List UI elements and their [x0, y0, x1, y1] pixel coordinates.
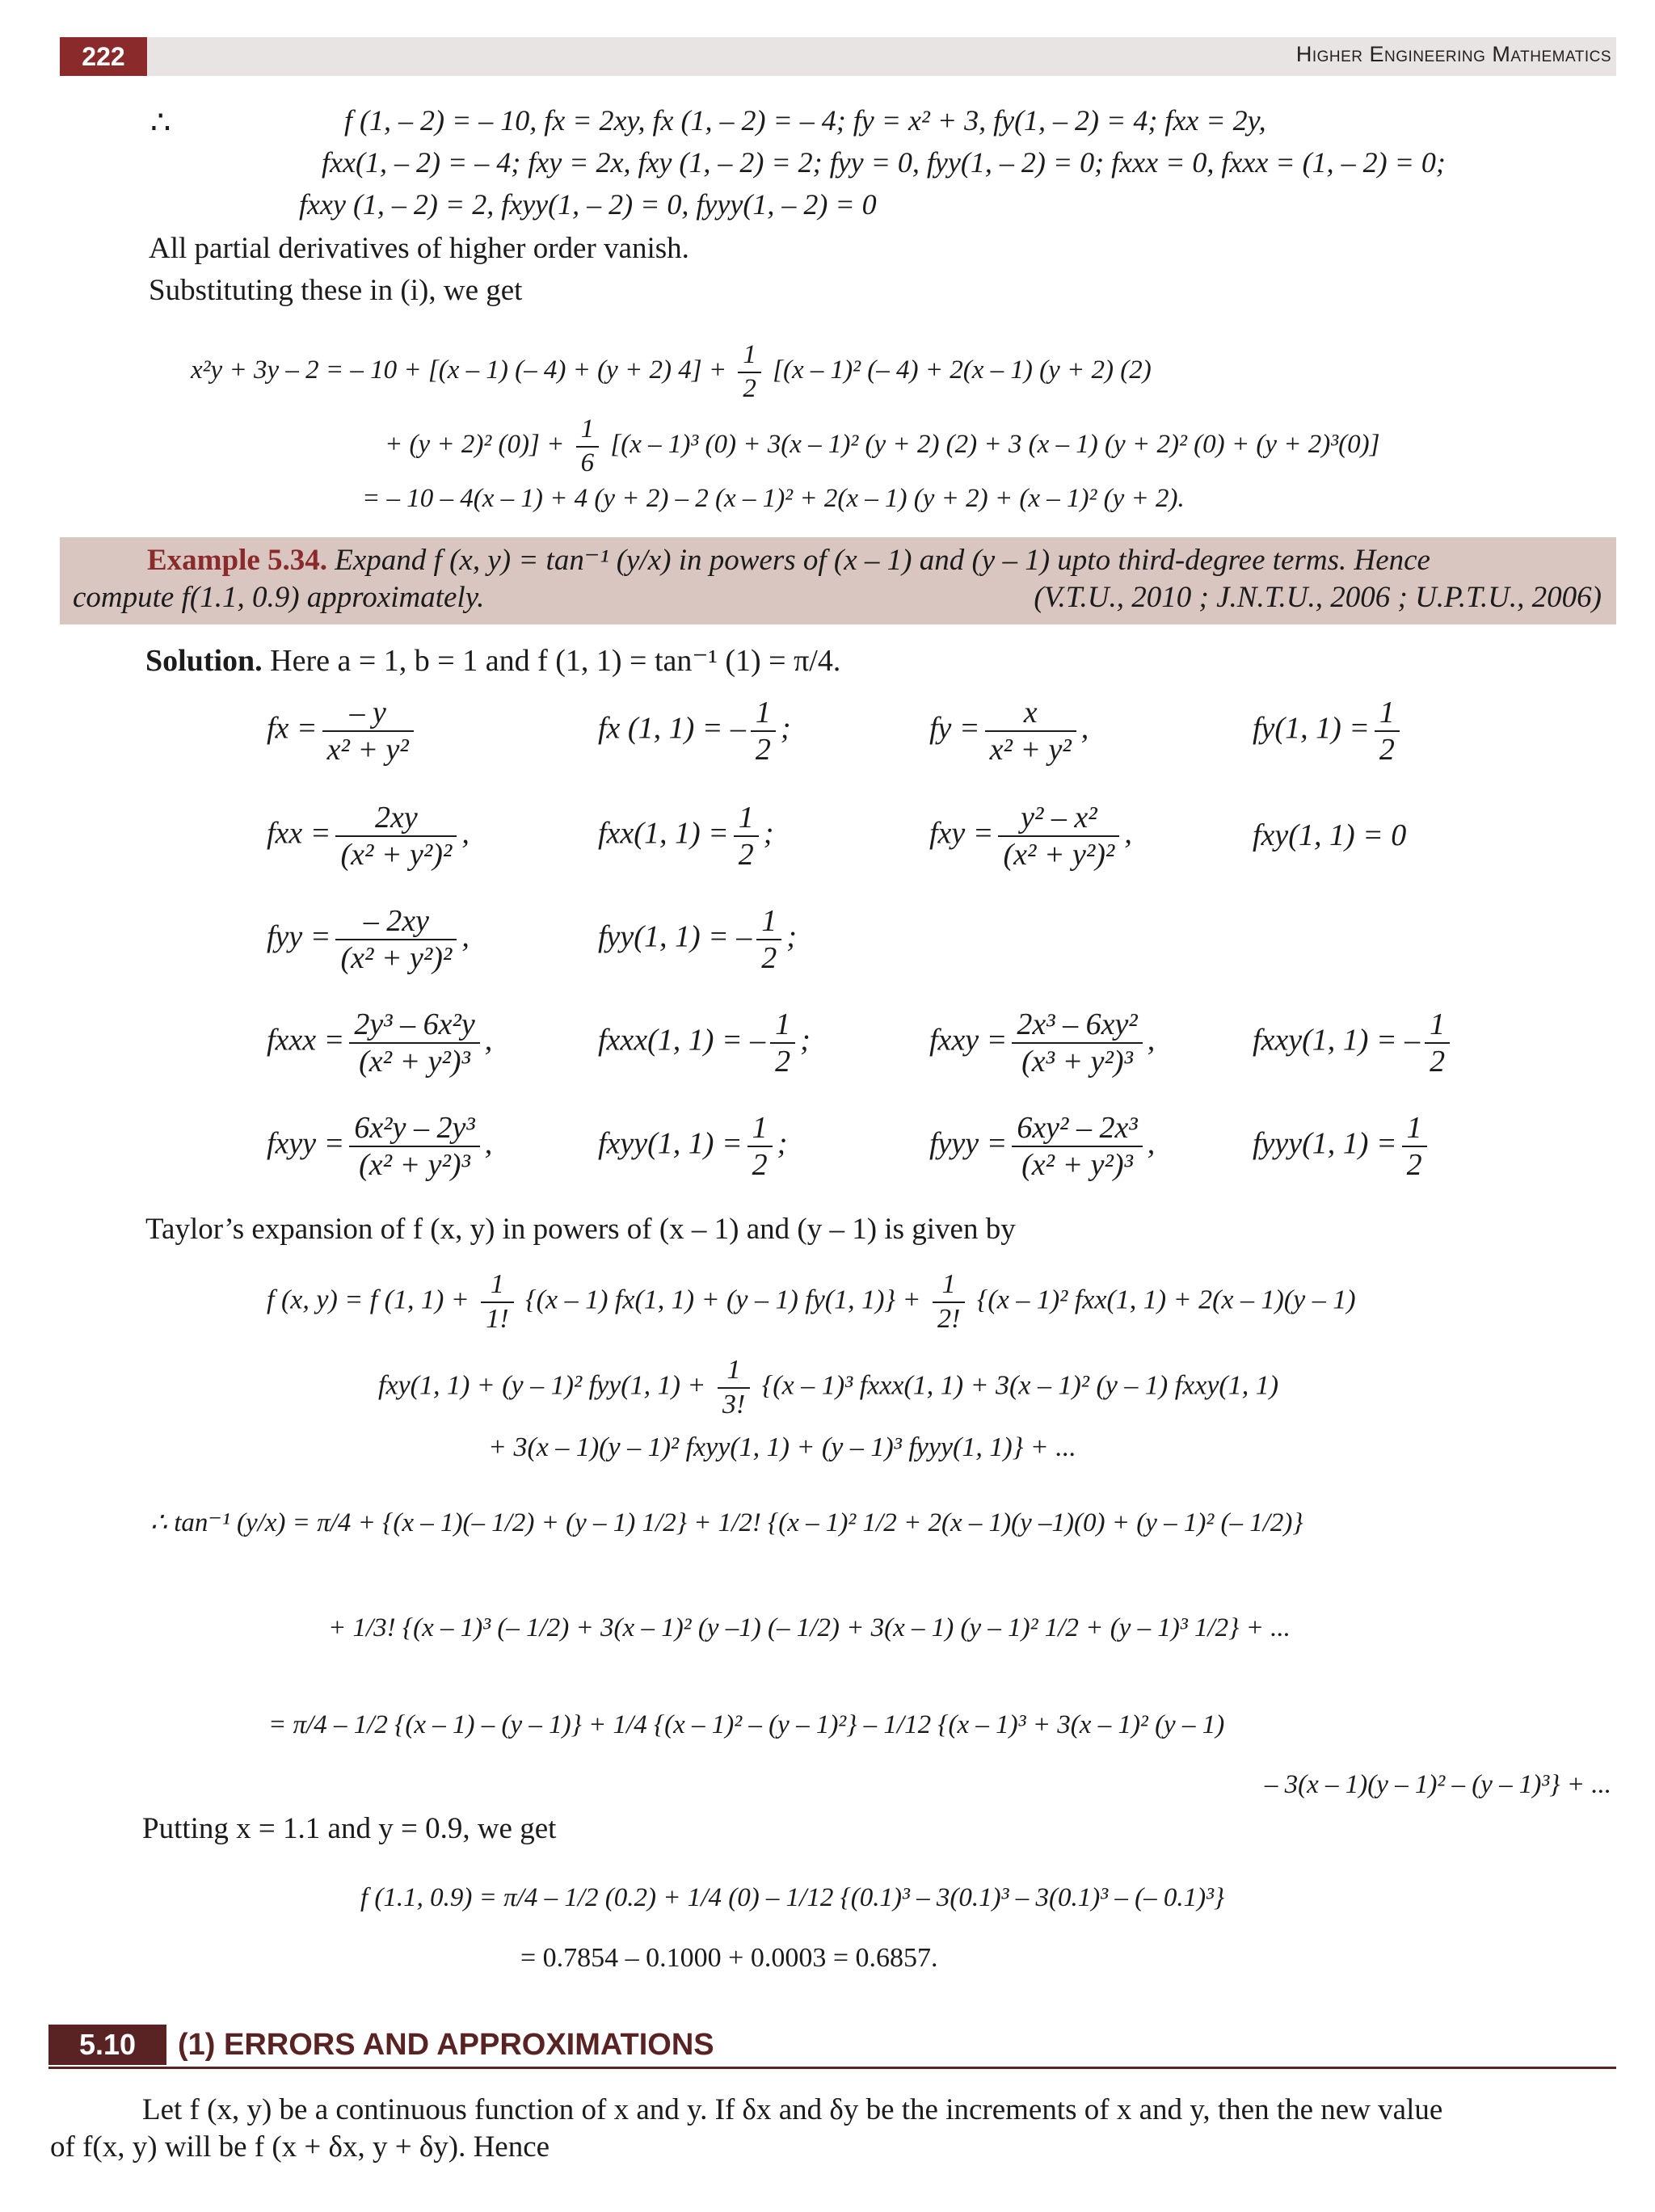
putting-intro: Putting x = 1.1 and y = 0.9, we get [142, 1812, 557, 1845]
derivative-value: fxxy(1, 1) = – $\frac{1}{2}$ [1253, 1007, 1455, 1079]
text-substituting: Substituting these in (i), we get [149, 274, 523, 307]
page-number: 222 [60, 37, 147, 76]
derivative-value: fxxx(1, 1) = – $\frac{1}{2}$ ; [598, 1007, 811, 1079]
taylor-line-3: + 3(x – 1)(y – 1)² fxyy(1, 1) + (y – 1)³ fyyy(1, 1)} + ... [488, 1432, 1076, 1462]
taylor-line-1: f (x, y) = f (1, 1) + $\frac{1}{1!}$ {(x – 1) fx(1, 1) + (y – 1) fy(1, 1)} + $\frac{1}{2!}$ {(x – 1)² fxx(1, 1) + 2(x – 1)(y – 1) [267, 1268, 1356, 1336]
sub-eq-line-3: = – 10 – 4(x – 1) + 4 (y + 2) – 2 (x – 1)² + 2(x – 1) (y + 2) + (x – 1)² (y + 2). [362, 484, 1185, 513]
fraction: $\frac{1}{6}$ [576, 414, 600, 479]
example-label: Example 5.34. [147, 544, 328, 577]
derivative-value: fx (1, 1) = – $\frac{1}{2}$ ; [598, 696, 791, 767]
sub-eq-line-1: x²y + 3y – 2 = – 10 + [(x – 1) (– 4) + (y + 2) 4] + $\frac{1}{2}$ [(x – 1)² (– 4) + 2(x – 1) (y + 2) (2) [191, 339, 1152, 405]
derivative-value: fy(1, 1) = $\frac{1}{2}$ [1253, 695, 1404, 767]
derivative-value: fyyy(1, 1) = $\frac{1}{2}$ [1253, 1110, 1432, 1183]
putting-eq-2: = 0.7854 – 0.1000 + 0.0003 = 0.6857. [520, 1943, 938, 1973]
derivative-definition: fxyy = $\frac{\text{6x²y – 2y³}}{\text{(x² + y²)³}}$ , [267, 1111, 493, 1182]
deriv-line-3: fxxy (1, – 2) = 2, fxyy(1, – 2) = 0, fyyy(1, – 2) = 0 [299, 188, 877, 221]
fraction: $\frac{1}{1!}$ [481, 1268, 513, 1336]
fraction: $\frac{1}{2}$ [738, 339, 761, 405]
solution-label: Solution. [145, 644, 263, 678]
fraction: $\frac{1}{2!}$ [933, 1268, 965, 1336]
book-title: Higher Engineering Mathematics [1295, 42, 1611, 66]
derivative-value: fyy(1, 1) = – $\frac{1}{2}$ ; [598, 904, 797, 975]
deriv-line-2: fxx(1, – 2) = – 4; fxy = 2x, fxy (1, – 2) = 2; fyy = 0, fyy(1, – 2) = 0; fxxx = 0, fxxx = (1, – 2) = 0; [322, 146, 1446, 179]
taylor-intro: Taylor’s expansion of f (x, y) in powers of (x – 1) and (y – 1) is given by [145, 1213, 1016, 1246]
derivative-definition: fx = $\frac{- y}{\text{x² + y²}}$ [267, 695, 419, 767]
derivative-value: fxyy(1, 1) = $\frac{1}{2}$ ; [598, 1111, 788, 1182]
tan-line-3: = π/4 – 1/2 {(x – 1) – (y – 1)} + 1/4 {(x – 1)² – (y – 1)²} – 1/12 {(x – 1)³ + 3(x – 1)² (y – 1) [268, 1710, 1225, 1739]
derivative-value: fxy(1, 1) = 0 [1253, 818, 1407, 852]
derivative-definition: fxy = $\frac{\text{y² – x²}}{\text{(x² + y²)²}}$ , [929, 801, 1132, 872]
text-higher-order: All partial derivatives of higher order vanish. [149, 232, 689, 265]
derivative-definition: fxx = $\frac{2xy}{\text{(x² + y²)²}}$ , [267, 801, 470, 872]
section-paragraph-line-1: Let f (x, y) be a continuous function of x and y. If δx and δy be the increments of x and y, then the new value [142, 2093, 1443, 2126]
example-line-2: compute f(1.1, 0.9) approximately. [73, 581, 485, 614]
derivative-definition: fxxx = $\frac{\text{2y³ – 6x²y}}{\text{(x² + y²)³}}$ , [267, 1007, 493, 1079]
putting-eq-1: f (1.1, 0.9) = π/4 – 1/2 (0.2) + 1/4 (0) – 1/12 {(0.1)³ – 3(0.1)³ – 3(0.1)³ – (– 0.1)³} [360, 1883, 1225, 1912]
section-title: (1) ERRORS AND APPROXIMATIONS [178, 2028, 714, 2062]
section-number: 5.10 [48, 2025, 166, 2065]
sub-eq-line-2: + (y + 2)² (0)] + $\frac{1}{6}$ [(x – 1)³ (0) + 3(x – 1)² (y + 2) (2) + 3 (x – 1) (y + 2)² (0) + (y + 2)³(0)] [385, 414, 1379, 479]
section-paragraph-line-2: of f(x, y) will be f (x + δx, y + δy). Hence [50, 2130, 550, 2164]
deriv-line-1: f (1, – 2) = – 10, fx = 2xy, fx (1, – 2) = – 4; fy = x² + 3, fy(1, – 2) = 4; fxx = 2y, [344, 104, 1266, 137]
derivative-definition: fyy = $\frac{- 2xy}{\text{(x² + y²)²}}$ , [267, 904, 470, 975]
fraction: $\frac{1}{3!}$ [718, 1354, 750, 1422]
tan-line-2: + 1/3! {(x – 1)³ (– 1/2) + 3(x – 1)² (y –1) (– 1/2) + 3(x – 1) (y – 1)² 1/2 + (y – 1)³ 1/2} + ... [328, 1613, 1291, 1642]
derivative-value: fxx(1, 1) = $\frac{1}{2}$ ; [598, 801, 774, 872]
solution-line: Solution. Here a = 1, b = 1 and f (1, 1) = tan⁻¹ (1) = π/4. [145, 644, 841, 678]
tan-line-4: – 3(x – 1)(y – 1)² – (y – 1)³} + ... [1264, 1770, 1611, 1799]
example-refs: (V.T.U., 2010 ; J.N.T.U., 2006 ; U.P.T.U., 2006) [1034, 581, 1602, 614]
taylor-line-2: fxy(1, 1) + (y – 1)² fyy(1, 1) + $\frac{1}{3!}$ {(x – 1)³ fxxx(1, 1) + 3(x – 1)² (y – 1) fxxy(1, 1) [378, 1354, 1278, 1422]
example-line-1: Example 5.34. Expand f (x, y) = tan⁻¹ (y/x) in powers of (x – 1) and (y – 1) upto third-degree terms. Hence [147, 544, 1430, 577]
derivative-definition: fy = $\frac{x}{\text{x² + y²}}$ , [929, 696, 1089, 767]
tan-line-1: ∴ tan⁻¹ (y/x) = π/4 + {(x – 1)(– 1/2) + (y – 1) 1/2} + 1/2! {(x – 1)² 1/2 + 2(x – 1)(y –1)(0) + (y – 1)² (– 1/2)} [150, 1508, 1303, 1537]
derivative-definition: fxxy = $\frac{\text{2x³ – 6xy²}}{\text{(x³ + y²)³}}$ , [929, 1007, 1156, 1079]
section-rule [48, 2067, 1616, 2069]
therefore-symbol: ∴ [150, 104, 171, 141]
derivative-definition: fyyy = $\frac{\text{6xy² – 2x³}}{\text{(x² + y²)³}}$ , [929, 1111, 1156, 1182]
